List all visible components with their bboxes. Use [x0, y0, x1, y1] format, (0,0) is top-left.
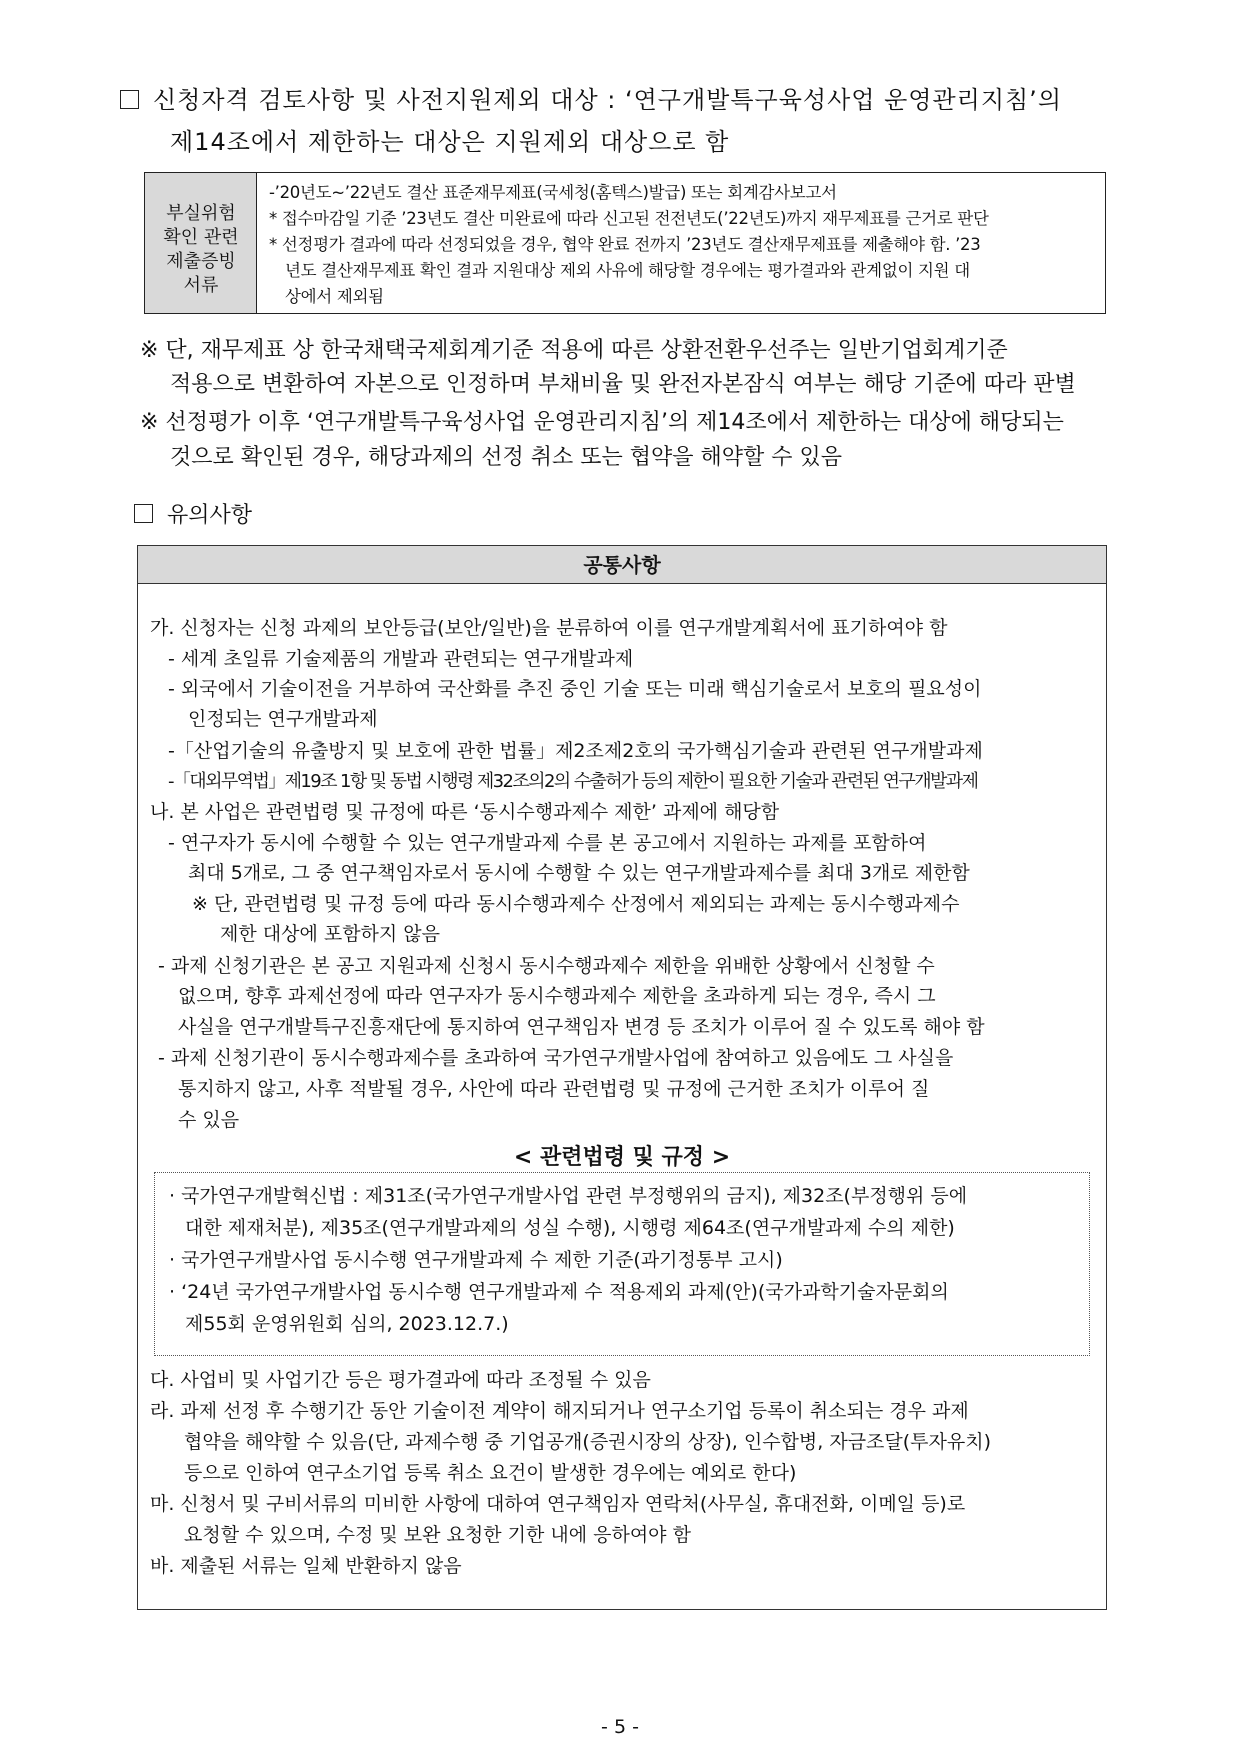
common-header: 공통사항 [138, 546, 1106, 584]
label-line: 제출증빙 [166, 251, 236, 272]
page-number: - 5 - [601, 1716, 639, 1738]
note-line: 적용으로 변환하여 자본으로 인정하며 부채비율 및 완전자본잠식 여부는 해당 기준에 따라 판별 [170, 372, 1076, 397]
section2-heading [134, 504, 252, 527]
common-line: 최대 5개로, 그 중 연구책임자로서 동시에 수행할 수 있는 연구개발과제수를 최대 3개로 제한함 [188, 862, 970, 884]
common-line: 라. 과제 선정 후 수행기간 동안 기술이전 계약이 해지되거나 연구소기업 등록이 취소되는 경우 과제 [150, 1400, 969, 1422]
checkbox-square-icon [120, 90, 139, 109]
regulations-box [154, 1172, 1090, 1356]
common-line: 다. 사업비 및 사업기간 등은 평가결과에 따라 조정될 수 있음 [150, 1369, 651, 1391]
common-line: 등으로 인하여 연구소기업 등록 취소 요건이 발생한 경우에는 예외로 한다) [184, 1462, 797, 1484]
evidence-line: -’20년도~’22년도 결산 표준재무제표(국세청(홈텍스)발급) 또는 회계감사보고서 [269, 183, 837, 202]
common-line: 수 있음 [178, 1109, 240, 1131]
common-line: 요청할 수 있으며, 수정 및 보완 요청한 기한 내에 응하여야 함 [184, 1524, 691, 1546]
common-box [137, 545, 1107, 1610]
common-line: 사실을 연구개발특구진흥재단에 통지하여 연구책임자 변경 등 조치가 이루어 질 수 있도록 해야 함 [178, 1016, 985, 1038]
regulation-line: 제55회 운영위원회 심의, 2023.12.7.) [185, 1313, 509, 1335]
section1-line2: 제14조에서 제한하는 대상은 지원제외 대상으로 함 [170, 128, 730, 156]
checkbox-square-icon [134, 504, 153, 523]
regulation-line: · ‘24년 국가연구개발사업 동시수행 연구개발과제 수 적용제외 과제(안)(국가과학기술자문회의 [169, 1281, 949, 1303]
common-line: - 과제 신청기관이 동시수행과제수를 초과하여 국가연구개발사업에 참여하고 있음에도 그 사실을 [158, 1047, 954, 1069]
common-line: 제한 대상에 포함하지 않음 [220, 923, 441, 945]
common-line: -「대외무역법」제19조 1항 및 동법 시행령 제32조의2의 수출허가 등의 제한이 필요한 기술과 관련된 연구개발과제 [168, 771, 978, 792]
regulations-title: < 관련법령 및 규정 > [513, 1145, 731, 1170]
evidence-line: * 접수마감일 기준 ’23년도 결산 미완료에 따라 신고된 전전년도(’22년도)까지 재무제표를 근거로 판단 [269, 209, 989, 228]
regulation-line: · 국가연구개발혁신법 : 제31조(국가연구개발사업 관련 부정행위의 금지), 제32조(부정행위 등에 [169, 1185, 968, 1207]
common-line: 통지하지 않고, 사후 적발될 경우, 사안에 따라 관련법령 및 규정에 근거한 조치가 이루어 질 [178, 1078, 930, 1100]
label-line: 서류 [183, 275, 219, 296]
regulation-line: · 국가연구개발사업 동시수행 연구개발과제 수 제한 기준(과기정통부 고시) [169, 1249, 783, 1271]
evidence-line: 년도 결산재무제표 확인 결과 지원대상 제외 사유에 해당할 경우에는 평가결과와 관계없이 지원 대 [285, 261, 970, 280]
evidence-table [144, 172, 1106, 314]
common-line: 나. 본 사업은 관련법령 및 규정에 따른 ‘동시수행과제수 제한’ 과제에 해당함 [150, 801, 780, 823]
common-line: - 연구자가 동시에 수행할 수 있는 연구개발과제 수를 본 공고에서 지원하는 과제를 포함하여 [168, 832, 927, 854]
evidence-table-label-cell [145, 173, 257, 313]
label-line: 확인 관련 [163, 227, 239, 248]
note-line: ※ 단, 재무제표 상 한국채택국제회계기준 적용에 따른 상환전환우선주는 일반기업회계기준 [140, 338, 1008, 363]
section2-title: 유의사항 [167, 503, 253, 528]
note-line: ※ 선정평가 이후 ‘연구개발특구육성사업 운영관리지침’의 제14조에서 제한하는 대상에 해당되는 [140, 410, 1064, 435]
common-line: - 세계 초일류 기술제품의 개발과 관련되는 연구개발과제 [168, 648, 634, 670]
section1-line1: 신청자격 검토사항 및 사전지원제외 대상 : ‘연구개발특구육성사업 운영관리지침’의 [153, 86, 1062, 114]
common-line: 가. 신청자는 신청 과제의 보안등급(보안/일반)을 분류하여 이를 연구개발계획서에 표기하여야 함 [150, 617, 948, 639]
common-line: 바. 제출된 서류는 일체 반환하지 않음 [150, 1555, 462, 1577]
common-line: 없으며, 향후 과제선정에 따라 연구자가 동시수행과제수 제한을 초과하게 되는 경우, 즉시 그 [178, 985, 936, 1007]
common-line: 협약을 해약할 수 있음(단, 과제수행 중 기업공개(증권시장의 상장), 인수합병, 자금조달(투자유치) [184, 1431, 991, 1453]
section1-heading [120, 88, 1062, 112]
common-line: 마. 신청서 및 구비서류의 미비한 사항에 대하여 연구책임자 연락처(사무실, 휴대전화, 이메일 등)로 [150, 1493, 966, 1515]
regulation-line: 대한 제재처분), 제35조(연구개발과제의 성실 수행), 시행령 제64조(연구개발과제 수의 제한) [185, 1217, 955, 1239]
common-line: - 과제 신청기관은 본 공고 지원과제 신청시 동시수행과제수 제한을 위배한 상황에서 신청할 수 [158, 955, 935, 977]
common-line: ※ 단, 관련법령 및 규정 등에 따라 동시수행과제수 산정에서 제외되는 과제는 동시수행과제수 [192, 893, 960, 915]
label-line: 부실위험 [166, 203, 236, 224]
evidence-line: * 선정평가 결과에 따라 선정되었을 경우, 협약 완료 전까지 ’23년도 결산재무제표를 제출해야 함. ’23 [269, 235, 981, 254]
common-line: -「산업기술의 유출방지 및 보호에 관한 법률」제2조제2호의 국가핵심기술과 관련된 연구개발과제 [168, 740, 983, 762]
common-line: 인정되는 연구개발과제 [188, 708, 378, 730]
common-line: - 외국에서 기술이전을 거부하여 국산화를 추진 중인 기술 또는 미래 핵심기술로서 보호의 필요성이 [168, 678, 982, 700]
note-line: 것으로 확인된 경우, 해당과제의 선정 취소 또는 협약을 해약할 수 있음 [170, 445, 842, 470]
evidence-line: 상에서 제외됨 [285, 287, 384, 306]
